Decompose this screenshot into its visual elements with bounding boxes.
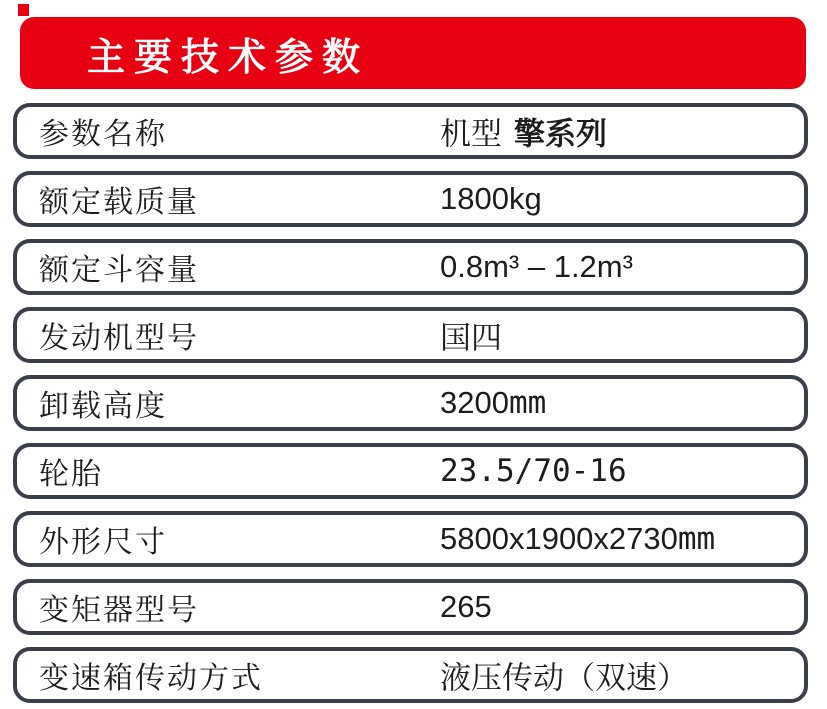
spec-label: 额定载质量: [39, 186, 199, 219]
spec-table: [13, 103, 808, 703]
spec-row-torque-converter-model: [13, 579, 808, 635]
spec-unit: mm: [508, 385, 547, 421]
spec-value: [440, 589, 492, 625]
spec-value-text: 0.8m³ – 1.2m³: [440, 249, 633, 284]
spec-value: [440, 181, 542, 217]
spec-unit: mm: [677, 521, 716, 557]
spec-value: [440, 313, 502, 358]
spec-value: [440, 109, 607, 154]
decorative-red-square: [18, 4, 29, 16]
spec-value-text: 5800x1900x2730: [440, 521, 678, 556]
spec-row-parameter-name: [13, 103, 808, 159]
spec-label: 外形尺寸: [39, 526, 167, 559]
spec-value: [440, 453, 627, 489]
spec-row-rated-bucket-capacity: [13, 239, 808, 295]
spec-value: [440, 249, 633, 285]
spec-value-text: 1800kg: [440, 181, 542, 216]
spec-value: [440, 521, 715, 557]
spec-value-text: 23.5/70-16: [440, 453, 627, 489]
spec-label: 参数名称: [39, 118, 167, 151]
spec-value-text: 国四: [440, 320, 502, 356]
spec-row-rated-load-mass: [13, 171, 808, 227]
section-header-banner: [20, 17, 806, 89]
model-series: 擎系列: [514, 116, 607, 152]
spec-row-tires: [13, 443, 808, 499]
spec-row-overall-dimensions: [13, 511, 808, 567]
spec-row-transmission-type: [13, 647, 808, 703]
spec-value-text: 3200: [440, 385, 509, 420]
spec-value: [440, 385, 546, 421]
spec-label: 变速箱传动方式: [39, 662, 263, 695]
spec-value-text: 液压传动（双速）: [440, 660, 688, 696]
model-prefix: 机型: [440, 116, 502, 152]
spec-label: 发动机型号: [39, 322, 199, 355]
spec-label: 额定斗容量: [39, 254, 199, 287]
spec-label: 卸载高度: [39, 390, 167, 423]
spec-row-dump-height: [13, 375, 808, 431]
section-title: 主要技术参数: [87, 36, 370, 79]
spec-value: [440, 653, 688, 698]
spec-value-text: 265: [440, 589, 492, 624]
spec-label: 变矩器型号: [39, 594, 199, 627]
spec-row-engine-model: [13, 307, 808, 363]
spec-label: 轮胎: [39, 458, 103, 491]
